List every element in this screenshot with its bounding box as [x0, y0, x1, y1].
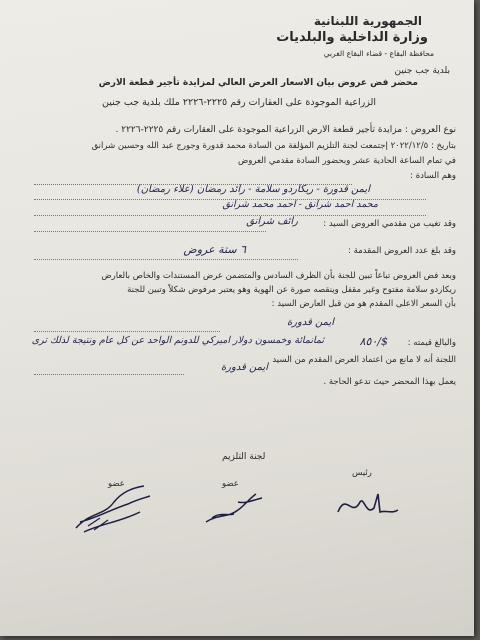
dotted-line	[34, 215, 426, 216]
member-label-2: عضو	[108, 479, 125, 489]
absent-bidder-label: وقد تغيب من مقدمي العروض السيد :	[323, 219, 456, 229]
opening-paragraph-line-2: ريكاردو سلامة مفتوح وغير مقفل وينقصه صورة عن الهوية وهو يعتبر مرفوض شكلاً وتبين للجنة	[127, 285, 456, 295]
republic-heading: الجمهورية اللبنانية	[313, 14, 422, 28]
dotted-line	[34, 259, 298, 260]
opening-paragraph-line-1: وبعد فض العروض تباعاً تبين للجنة بأن الظرف السادس والمتضمن عرض المستندات والخاص بالعارض	[101, 271, 456, 281]
minutes-title-line-2: الزراعية الموجودة على العقارات رقم ٢٢٢٥-٢٢٢٦ ملك بلدية جب جنين	[102, 97, 376, 108]
chair-signature	[332, 488, 402, 522]
municipality-name: بلدية جب جنين	[394, 66, 450, 76]
committee-decision-line-1: اللجنة أنه لا مانع من اعتماد العرض المقدم من السيد	[272, 355, 456, 365]
dotted-line	[34, 374, 184, 375]
handwritten-amount-in-words: ثمانمائة وخمسون دولار اميركي للدونم الواحد عن كل عام ونتيجة لذلك ترى	[31, 335, 324, 346]
governorate-subheading: محافظة البقاع - قضاء البقاع الغربي	[323, 49, 434, 58]
dotted-line	[34, 231, 266, 232]
offers-count-label: وقد بلغ عدد العروض المقدمة :	[348, 246, 456, 256]
member-signature-1	[198, 488, 270, 532]
date-line: بتاريخ : ٢٠٢٢/١٢/٥ إجتمعت لجنة التلزيم المؤلفة من السادة محمد قدورة وجورج عبد الله وحسين شرانق	[91, 141, 456, 151]
handwritten-offers-count: ٦ ستة عروض	[183, 243, 246, 256]
amount-label: والبالغ قيمته :	[407, 338, 456, 348]
session-line: في تمام الساعة الحادية عشر وبحضور السادة مقدمي العروض	[238, 156, 456, 166]
committee-decision-line-2: يعمل بهذا المحضر حيث تدعو الحاجة .	[323, 377, 456, 387]
handwritten-highest-bidder: ايمن قدورة	[286, 317, 334, 328]
member-label-1: عضو	[222, 479, 239, 489]
handwritten-absent-name: رائف شرانق	[246, 216, 298, 227]
bidders-label: وهم السادة :	[410, 171, 456, 181]
dotted-line	[34, 331, 220, 332]
handwritten-winner: ايمن قدورة	[220, 362, 268, 373]
minutes-title-line-1: محضر فض عروض بيان الاسعار العرض العالي لمزايدة تأجير قطعة الارض	[98, 78, 418, 88]
chair-label: رئيس	[352, 468, 372, 478]
opening-paragraph-line-3: بأن السعر الاعلى المقدم هو من قبل العارض السيد :	[271, 299, 456, 309]
member-signature-2	[70, 482, 154, 538]
committee-title: لجنة التلزيم	[222, 452, 266, 462]
handwritten-bidder-names-2: محمد احمد شرانق - احمد محمد شرانق	[222, 199, 378, 210]
ministry-heading: وزارة الداخلية والبلديات	[276, 30, 428, 45]
offer-type-line: نوع العروض : مزايدة تأجير قطعة الارض الزراعية الموجودة على العقارات رقم ٢٢٢٥-٢٢٢٦ .	[115, 125, 456, 135]
handwritten-amount: $/٨٥٠	[359, 335, 388, 348]
handwritten-bidder-names-1: ايمن قدورة - ريكاردو سلامة - رائد رمضان (علاء رمضان)	[136, 184, 370, 195]
